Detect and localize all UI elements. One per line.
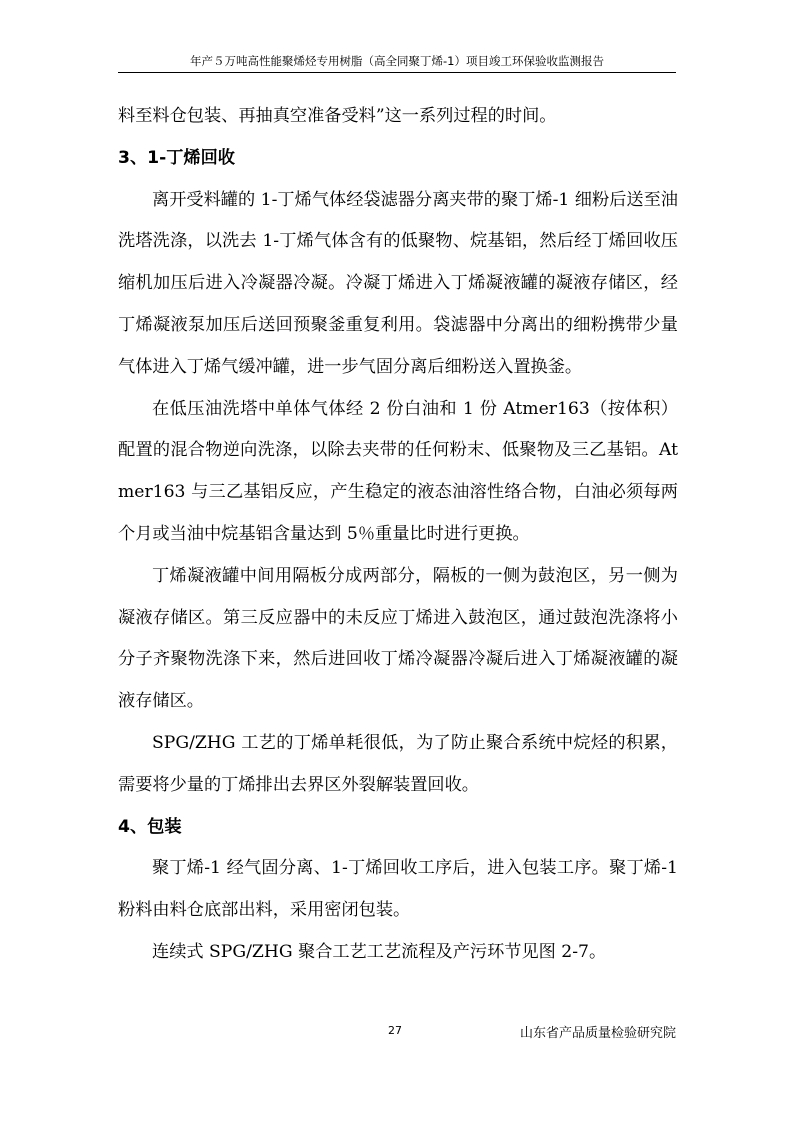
paragraph-figure-reference: 连续式 SPG/ZHG 聚合工艺工艺流程及产污环节见图 2-7。 <box>152 941 607 962</box>
paragraph-packaging: 聚丁烯-1 经气固分离、1-丁烯回收工序后，进入包装工序。聚丁烯-1 粉料由料仓底部出料，采用密闭包装。 <box>118 858 678 921</box>
paragraph-condensate-tank: 丁烯凝液罐中间用隔板分成两部分，隔板的一侧为鼓泡区，另一侧为凝液存储区。第三反应器中的未反应丁烯进入鼓泡区，通过鼓泡洗涤将小分子齐聚物洗涤下来，然后进回收丁烯冷凝器冷凝后进入丁烯凝液罐的凝液存储区。 <box>118 565 678 712</box>
paragraph-continuation: 料至料仓包装、再抽真空准备受料”这一系列过程的时间。 <box>118 106 557 126</box>
paragraph-butene-consumption: SPG/ZHG 工艺的丁烯单耗很低，为了防止聚合系统中烷烃的积累，需要将少量的丁烯排出去界区外裂解装置回收。 <box>118 732 678 795</box>
paragraph-butene-recovery-1: 离开受料罐的 1-丁烯气体经袋滤器分离夹带的聚丁烯-1 细粉后送至油洗塔洗涤，以洗去 1-丁烯气体含有的低聚物、烷基铝，然后经丁烯回收压缩机加压后进入冷凝器冷凝。冷凝丁烯进入丁烯凝液罐的凝液存储区，经丁烯凝液泵加压后送回预聚釜重复利用。袋滤器中分离出的细粉携带少量气体进入丁烯气缓冲罐，进一步气固分离后细粉送入置换釜。 <box>118 189 678 377</box>
section-heading-butene-recovery: 3、1-丁烯回收 <box>118 147 235 168</box>
running-header-title: 年产５万吨高性能聚烯烃专用树脂（高全同聚丁烯-1）项目竣工环保验收监测报告 <box>190 54 604 68</box>
paragraph-oil-wash: 在低压油洗塔中单体气体经 2 份白油和 1 份 Atmer163（按体积）配置的混合物逆向洗涤，以除去夹带的任何粉末、低聚物及三乙基铝。Atmer163 与三乙基铝反应，产生稳定的液态油溶性络合物，白油必须每两个月或当油中烷基铝含量达到 5％重量比时进行更换。 <box>118 398 678 544</box>
page-body <box>118 96 678 974</box>
header-rule <box>118 72 676 73</box>
page-number: 27 <box>388 1024 402 1037</box>
section-heading-packaging: 4、包装 <box>118 816 182 837</box>
footer-organization: 山东省产品质量检验研究院 <box>519 1026 676 1041</box>
